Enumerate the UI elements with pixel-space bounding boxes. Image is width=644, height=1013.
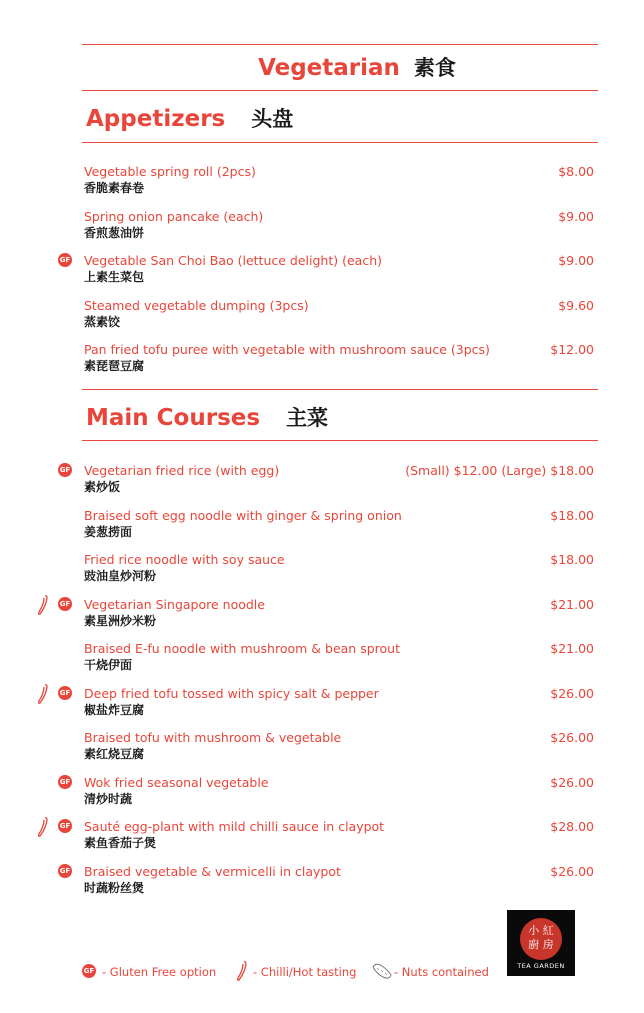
menu-item-name-zh: 上素生菜包 xyxy=(84,270,145,284)
gluten-free-icon: GF xyxy=(58,775,72,789)
menu-item xyxy=(59,863,596,897)
gluten-free-icon: GF xyxy=(58,819,72,833)
menu-item-name-zh: 清炒时蔬 xyxy=(84,791,133,806)
chili-icon xyxy=(235,960,249,982)
main-courses-title xyxy=(86,402,328,434)
chili-icon xyxy=(36,594,50,616)
menu-item-name: Steamed vegetable dumping (3pcs) xyxy=(84,297,309,313)
menu-item-price: $18.00 xyxy=(550,552,594,567)
menu-item-price: (Small) $12.00 (Large) $18.00 xyxy=(405,463,594,478)
page-title-zh: 素食 xyxy=(413,55,456,80)
menu-item xyxy=(59,252,596,286)
top-rule xyxy=(82,44,598,45)
main-courses-rule xyxy=(82,440,598,441)
menu-item-name: Braised vegetable & vermicelli in claypot xyxy=(84,863,341,879)
appetizers-title xyxy=(86,103,293,135)
main-courses-title-en: Main Courses xyxy=(86,405,261,431)
menu-item-name-zh: 香脆素春卷 xyxy=(84,181,145,195)
menu-item-name-zh: 椒盐炸豆腐 xyxy=(84,702,145,717)
menu-item xyxy=(84,507,596,541)
appetizers-rule xyxy=(82,142,598,143)
menu-item-price: $21.00 xyxy=(550,596,594,612)
menu-item xyxy=(59,818,596,852)
title-bottom-rule xyxy=(82,90,598,91)
menu-item-name: Sauté egg-plant with mild chilli sauce in claypot xyxy=(84,819,385,834)
menu-item-name-zh: 素星洲炒米粉 xyxy=(84,613,157,628)
appetizers-bottom-rule xyxy=(82,389,598,390)
menu-item-name: Deep fried tofu tossed with spicy salt & pepper xyxy=(84,685,379,701)
gluten-free-icon: GF xyxy=(58,463,72,477)
menu-item-price: $18.00 xyxy=(550,507,594,523)
menu-item-name-zh: 素鱼香茄子煲 xyxy=(84,836,157,850)
menu-item-name: Vegetable spring roll (2pcs) xyxy=(84,164,256,179)
gluten-free-icon: GF xyxy=(58,686,72,700)
menu-item-price: $9.60 xyxy=(558,297,594,313)
menu-item-name-zh: 香煎葱油饼 xyxy=(84,225,145,240)
menu-item-name: Spring onion pancake (each) xyxy=(84,208,264,224)
menu-item xyxy=(59,774,596,808)
appetizers-title-en: Appetizers xyxy=(86,106,226,132)
gluten-free-icon: GF xyxy=(58,597,72,611)
gluten-free-icon: GF xyxy=(82,964,96,978)
main-courses-title-zh: 主菜 xyxy=(286,405,329,430)
menu-item-price: $28.00 xyxy=(550,819,594,834)
menu-item-price: $8.00 xyxy=(558,164,594,179)
page-title xyxy=(82,52,598,84)
menu-item-price: $26.00 xyxy=(550,685,594,701)
menu-item-name: Pan fried tofu puree with vegetable with mushroom sauce (3pcs) xyxy=(84,342,490,357)
menu-item-name-zh: 蒸素饺 xyxy=(84,314,121,329)
menu-item-name-zh: 豉油皇炒河粉 xyxy=(84,569,157,583)
menu-item-name-zh: 干烧伊面 xyxy=(84,658,133,672)
menu-item-name-zh: 姜葱捞面 xyxy=(84,524,133,539)
menu-item xyxy=(84,729,596,763)
menu-item-name-zh: 素琵琶豆腐 xyxy=(84,359,145,373)
menu-item-price: $12.00 xyxy=(550,342,594,357)
gluten-free-icon: GF xyxy=(58,253,72,267)
menu-item-name: Vegetarian Singapore noodle xyxy=(84,596,265,612)
nuts-icon xyxy=(370,961,394,981)
menu-item-price: $9.00 xyxy=(558,208,594,224)
menu-item-name-zh: 素红烧豆腐 xyxy=(84,747,145,761)
menu-item xyxy=(84,640,596,674)
menu-item-name: Fried rice noodle with soy sauce xyxy=(84,552,285,567)
legend-chili-label: - Chilli/Hot tasting xyxy=(253,965,357,979)
menu-item-price: $9.00 xyxy=(558,253,594,268)
menu-item xyxy=(59,685,596,719)
legend-gf-label: - Gluten Free option xyxy=(102,965,217,979)
menu-item-name-zh: 素炒饭 xyxy=(84,480,121,494)
gluten-free-icon: GF xyxy=(58,864,72,878)
menu-item-price: $26.00 xyxy=(550,774,594,790)
logo-text: TEA GARDEN xyxy=(517,962,565,970)
legend xyxy=(82,960,512,984)
menu-item xyxy=(84,208,596,242)
page-title-en: Vegetarian xyxy=(258,55,400,81)
appetizers-title-zh: 头盘 xyxy=(251,106,294,131)
chili-icon xyxy=(36,683,50,705)
logo-glyphs: 小 紅 廚 房 xyxy=(528,924,554,951)
menu-item-price: $21.00 xyxy=(550,641,594,656)
menu-item-price: $26.00 xyxy=(550,730,594,745)
menu-item-name: Wok fried seasonal vegetable xyxy=(84,774,269,790)
menu-item-name: Vegetarian fried rice (with egg) xyxy=(84,463,280,478)
menu-item-name: Vegetable San Choi Bao (lettuce delight) (each) xyxy=(84,253,382,268)
menu-item xyxy=(84,297,596,331)
legend-nuts-label: - Nuts contained xyxy=(394,965,489,979)
tea-garden-logo xyxy=(507,910,575,976)
chili-icon xyxy=(36,816,50,838)
menu-item xyxy=(84,551,596,585)
menu-item xyxy=(84,341,596,375)
menu-item xyxy=(84,163,596,197)
menu-item-name: Braised E-fu noodle with mushroom & bean sprout xyxy=(84,641,400,656)
menu-item xyxy=(59,596,596,630)
menu-item-name-zh: 时蔬粉丝煲 xyxy=(84,880,145,895)
menu-item-name: Braised soft egg noodle with ginger & spring onion xyxy=(84,507,402,523)
menu-item-price: $26.00 xyxy=(550,863,594,879)
menu-item-name: Braised tofu with mushroom & vegetable xyxy=(84,730,342,745)
menu-item xyxy=(59,462,596,496)
